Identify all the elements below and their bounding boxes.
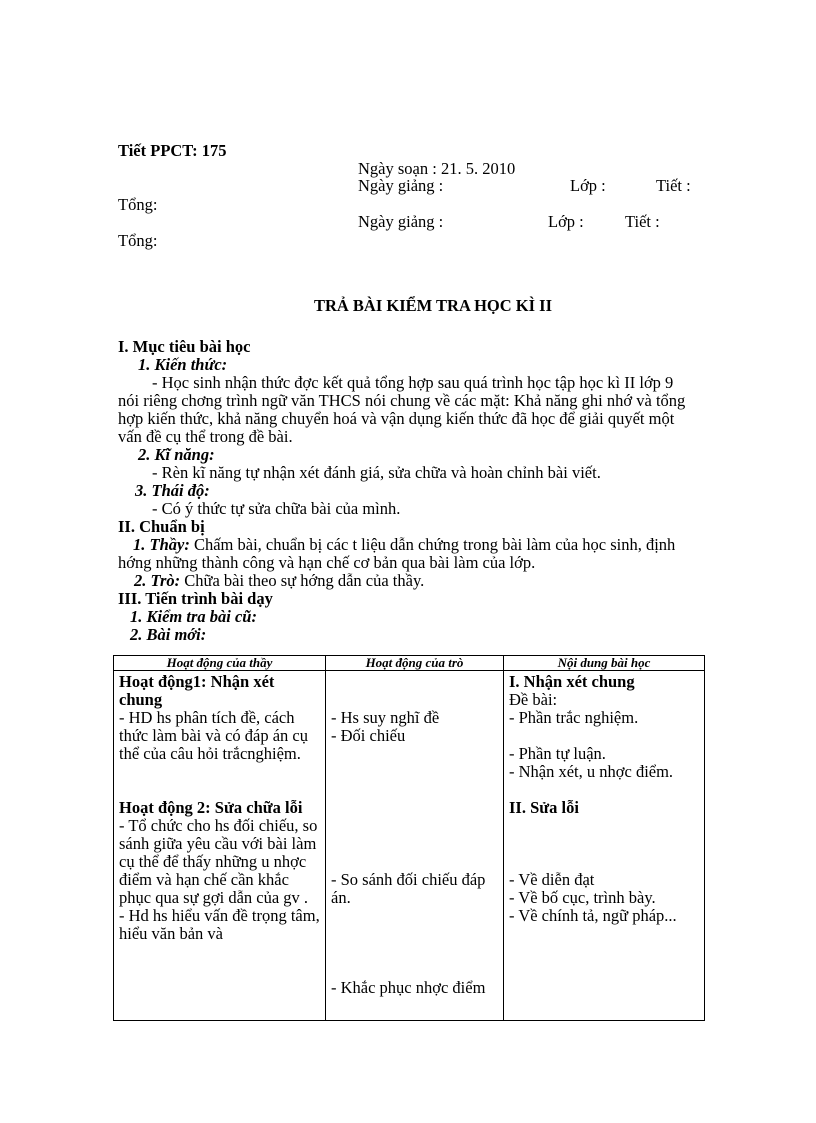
row1-content-2: - Phần trắc nghiệm. bbox=[509, 708, 639, 727]
row1-content-4: - Nhận xét, u nhợc điểm. bbox=[509, 762, 674, 781]
knowledge-text: - Học sinh nhận thức đợc kết quả tổng hợp sau quá trình học tập học kì II lớp 9 nói riêng chơng trình ngữ văn THCS nói chung về các mặt: Khả năng ghi nhớ và tổng hợp kiến thức, khả năng chuyển hoá và vận dụng kiến thức đã học để giải quyết một vấn đề cụ thể trong đề bài. bbox=[118, 373, 686, 446]
lop-1: Lớp : bbox=[570, 176, 606, 195]
spacer bbox=[119, 781, 320, 799]
ngay-soan: Ngày soạn : 21. 5. 2010 bbox=[358, 159, 516, 178]
attitude-heading: 3. Thái độ: bbox=[135, 481, 210, 500]
row1-content-3: - Phần tự luận. bbox=[509, 744, 606, 763]
row1-teacher-title: Hoạt động1: Nhận xét chung bbox=[119, 672, 275, 709]
table-row bbox=[114, 671, 705, 1021]
row2-content-title: II. Sửa lỗi bbox=[509, 798, 579, 817]
ngay-giang-1: Ngày giảng : bbox=[358, 176, 444, 195]
spacer bbox=[119, 763, 320, 781]
table-header-row bbox=[114, 656, 705, 671]
row1-student-2: - Đối chiếu bbox=[331, 726, 406, 745]
ngay-giang-2: Ngày giảng : bbox=[358, 212, 444, 231]
student-label: 2. Trò: bbox=[134, 571, 181, 590]
row2-content-1: - Về diễn đạt bbox=[509, 870, 595, 889]
row2-student-1: - So sánh đối chiếu đáp án. bbox=[331, 870, 486, 907]
row1-teacher-text: - HD hs phân tích đề, cách thức làm bài và có đáp án cụ thể của câu hỏi trắcnghiệm. bbox=[119, 708, 308, 763]
row1-content-title: I. Nhận xét chung bbox=[509, 672, 635, 691]
new-lesson: 2. Bài mới: bbox=[130, 625, 207, 644]
row2-teacher-text-2: - Hd hs hiểu vấn đề trọng tâm, hiểu văn bản và bbox=[119, 906, 320, 943]
row2-content-2: - Về bố cục, trình bày. bbox=[509, 888, 656, 907]
teacher-label: 1. Thầy: bbox=[133, 535, 190, 554]
tiet-ppct: Tiết PPCT: 175 bbox=[118, 141, 227, 160]
student-prep bbox=[134, 572, 424, 590]
row-student-cell bbox=[326, 671, 504, 1021]
student-text: Chữa bài theo sự hớng dẫn của thầy. bbox=[180, 571, 425, 590]
spacer bbox=[331, 673, 498, 691]
skill-heading: 2. Kĩ năng: bbox=[138, 445, 215, 464]
header-student: Hoạt động của trò bbox=[326, 656, 504, 671]
spacer bbox=[509, 817, 699, 871]
row1-student-1: - Hs suy nghĩ đề bbox=[331, 708, 440, 727]
spacer bbox=[509, 781, 699, 799]
spacer bbox=[331, 745, 498, 871]
header-content: Nội dung bài học bbox=[504, 656, 705, 671]
skill-text: - Rèn kĩ năng tự nhận xét đánh giá, sửa chữa và hoàn chỉnh bài viết. bbox=[152, 463, 601, 482]
row1-content-1: Đề bài: bbox=[509, 690, 558, 709]
spacer bbox=[331, 691, 498, 709]
tiet-1: Tiết : bbox=[656, 176, 691, 195]
lop-2: Lớp : bbox=[548, 212, 584, 231]
section3-heading: III. Tiến trình bài dạy bbox=[118, 589, 273, 608]
tong-1: Tổng: bbox=[118, 195, 158, 214]
spacer bbox=[331, 907, 498, 979]
spacer bbox=[509, 727, 699, 745]
row2-teacher-text-1: - Tổ chức cho hs đối chiếu, so sánh giữa yêu cầu với bài làm cụ thể để thấy những u nhợc điểm và hạn chế cần khắc phục qua sự gợi dẫn của gv . bbox=[119, 816, 318, 907]
page-title: TRẢ BÀI KIỂM TRA HỌC KÌ II bbox=[313, 296, 553, 315]
row2-teacher-title: Hoạt động 2: Sửa chữa lỗi bbox=[119, 798, 303, 817]
row2-student-2: - Khắc phục nhợc điểm bbox=[331, 978, 486, 997]
teacher-text: Chấm bài, chuẩn bị các t liệu dẫn chứng trong bài làm của học sinh, định hớng những thành công và hạn chế cơ bản qua bài làm của lớp. bbox=[118, 535, 676, 572]
attitude-text: - Có ý thức tự sửa chữa bài của mình. bbox=[152, 499, 401, 518]
section1-heading: I. Mục tiêu bài học bbox=[118, 337, 251, 356]
tong-2: Tổng: bbox=[118, 231, 158, 250]
old-lesson-check: 1. Kiểm tra bài cũ: bbox=[130, 607, 257, 626]
section2-heading: II. Chuẩn bị bbox=[118, 517, 205, 536]
header-teacher: Hoạt động của thầy bbox=[114, 656, 326, 671]
tiet-2: Tiết : bbox=[625, 212, 660, 231]
teacher-prep bbox=[118, 536, 698, 572]
knowledge-heading: 1. Kiến thức: bbox=[138, 355, 228, 374]
lesson-table bbox=[113, 655, 705, 1021]
row2-content-3: - Về chính tả, ngữ pháp... bbox=[509, 906, 677, 925]
row-content-cell bbox=[504, 671, 705, 1021]
row-teacher-cell bbox=[114, 671, 326, 1021]
